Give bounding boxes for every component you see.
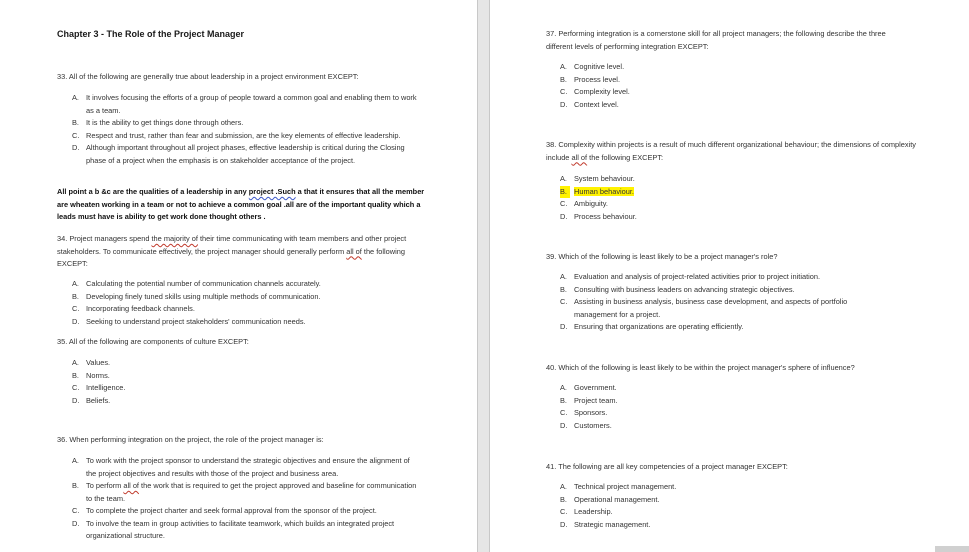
option-39d: D. Ensuring that organizations are operating efficiently.: [560, 322, 744, 331]
option-36d: D. To involve the team in group activities to facilitate teamwork, which builds an integrated project organizational structure.: [72, 518, 395, 540]
option-33b: B. It is the ability to get things done through others.: [72, 118, 244, 127]
option-41a: A. Technical project management.: [560, 482, 677, 491]
option-34a: A. Calculating the potential number of communication channels accurately.: [72, 279, 321, 288]
document-page-right: [490, 0, 969, 552]
spellcheck-underline: the majority of: [151, 234, 198, 243]
option-41c: C. Leadership.: [560, 507, 613, 516]
option-34c: C. Incorporating feedback channels.: [72, 304, 195, 313]
option-33d: D. Although important throughout all project phases, effective leadership is critical during the Closing phase of a project when the emphasis is on stakeholder acceptance of the project.: [72, 143, 405, 165]
answer-33: All point a b &c are the qualities of a leadership in any project .Such a that it ensures that all the member are wheaten working in a team or not to achieve a common goal .all are of the important quality which a leads must have is ability to get work done thought others .: [57, 187, 425, 222]
option-40d: D. Customers.: [560, 420, 612, 430]
question-38: 38. Complexity within projects is a result of much different organizational behaviour; the dimensions of complexity include all of the following EXCEPT:: [546, 140, 916, 162]
option-38b: [560, 186, 860, 199]
option-39c: C. Assisting in business analysis, business case development, and aspects of portfolio management for a project.: [560, 297, 848, 319]
question-33-options: [72, 92, 420, 167]
option-37a: A. Cognitive level.: [560, 62, 625, 71]
document-page-left: [0, 0, 477, 552]
option-37d: D. Context level.: [560, 99, 619, 109]
option-41d: D. Strategic management.: [560, 519, 651, 529]
option-38c: C. Ambiguity.: [560, 199, 608, 208]
question-35-options: [72, 357, 372, 407]
option-36c: C. To complete the project charter and seek formal approval from the sponsor of the project.: [72, 506, 377, 515]
option-37c: C. Complexity level.: [560, 87, 630, 96]
question-35: 35. All of the following are components of culture EXCEPT:: [57, 337, 249, 346]
question-37-options: [560, 61, 860, 111]
option-38d: D. Process behaviour.: [560, 211, 637, 221]
question-34: 34. Project managers spend the majority of their time communicating with team members and other project stakeholders. To communicate effectively, the project manager should generally perform all of the following EXCEPT:: [57, 234, 407, 268]
page-edge-left: [477, 0, 478, 552]
question-40-options: [560, 382, 860, 432]
page-title: Chapter 3 - The Role of the Project Manager: [57, 29, 245, 39]
question-38-options: [560, 173, 860, 223]
spellcheck-underline: all of: [123, 481, 139, 490]
option-40b: B. Project team.: [560, 395, 618, 405]
option-41b: B. Operational management.: [560, 494, 660, 504]
question-33: 33. All of the following are generally true about leadership in a project environment EXCEPT:: [57, 72, 359, 81]
option-33c: C. Respect and trust, rather than fear and submission, are the key elements of effective leadership.: [72, 130, 401, 140]
question-34-options: [72, 278, 432, 328]
option-40c: C. Sponsors.: [560, 408, 608, 417]
option-37b: B. Process level.: [560, 74, 621, 84]
question-36: 36. When performing integration on the project, the role of the project manager is:: [57, 435, 324, 444]
question-41-options: [560, 481, 860, 531]
question-36-options: [72, 455, 420, 543]
question-39: 39. Which of the following is least likely to be a project manager's role?: [546, 252, 778, 261]
option-36b: B. To perform all of the work that is required to get the project approved and baseline for communication to the team.: [72, 481, 417, 503]
option-34d: D. Seeking to understand project stakeholders' communication needs.: [72, 316, 306, 326]
option-33a: A. It involves focusing the efforts of a group of people toward a common goal and enabling them to work as a team.: [72, 93, 417, 115]
option-38a: A. System behaviour.: [560, 174, 635, 183]
option-39a: A. Evaluation and analysis of project-related activities prior to project initiation.: [560, 272, 821, 281]
option-34b: B. Developing finely tuned skills using multiple methods of communication.: [72, 291, 321, 301]
option-35c: C. Intelligence.: [72, 383, 126, 392]
scroll-indicator: [935, 546, 969, 552]
highlighted-answer: B. Human behaviour.: [574, 187, 634, 196]
spellcheck-underline: project .Such: [248, 187, 296, 196]
question-40: 40. Which of the following is least likely to be within the project manager's sphere of influence?: [546, 363, 855, 372]
spellcheck-underline: all of: [571, 152, 588, 162]
option-35b: B. Norms.: [72, 370, 110, 380]
option-35a: A. Values.: [72, 358, 111, 367]
question-37: 37. Performing integration is a cornerstone skill for all project managers; the following describe the three different levels of performing integration EXCEPT:: [546, 29, 886, 51]
question-41: 41. The following are all key competencies of a project manager EXCEPT:: [546, 462, 788, 471]
option-39b: B. Consulting with business leaders on advancing strategic objectives.: [560, 284, 795, 294]
spellcheck-underline: all of: [346, 246, 362, 256]
question-39-options: [560, 271, 890, 334]
option-35d: D. Beliefs.: [72, 395, 111, 405]
option-36a: A. To work with the project sponsor to understand the strategic objectives and ensure the alignment of the project objectives and results with those of the project and business area.: [72, 456, 410, 478]
option-40a: A. Government.: [560, 383, 617, 392]
